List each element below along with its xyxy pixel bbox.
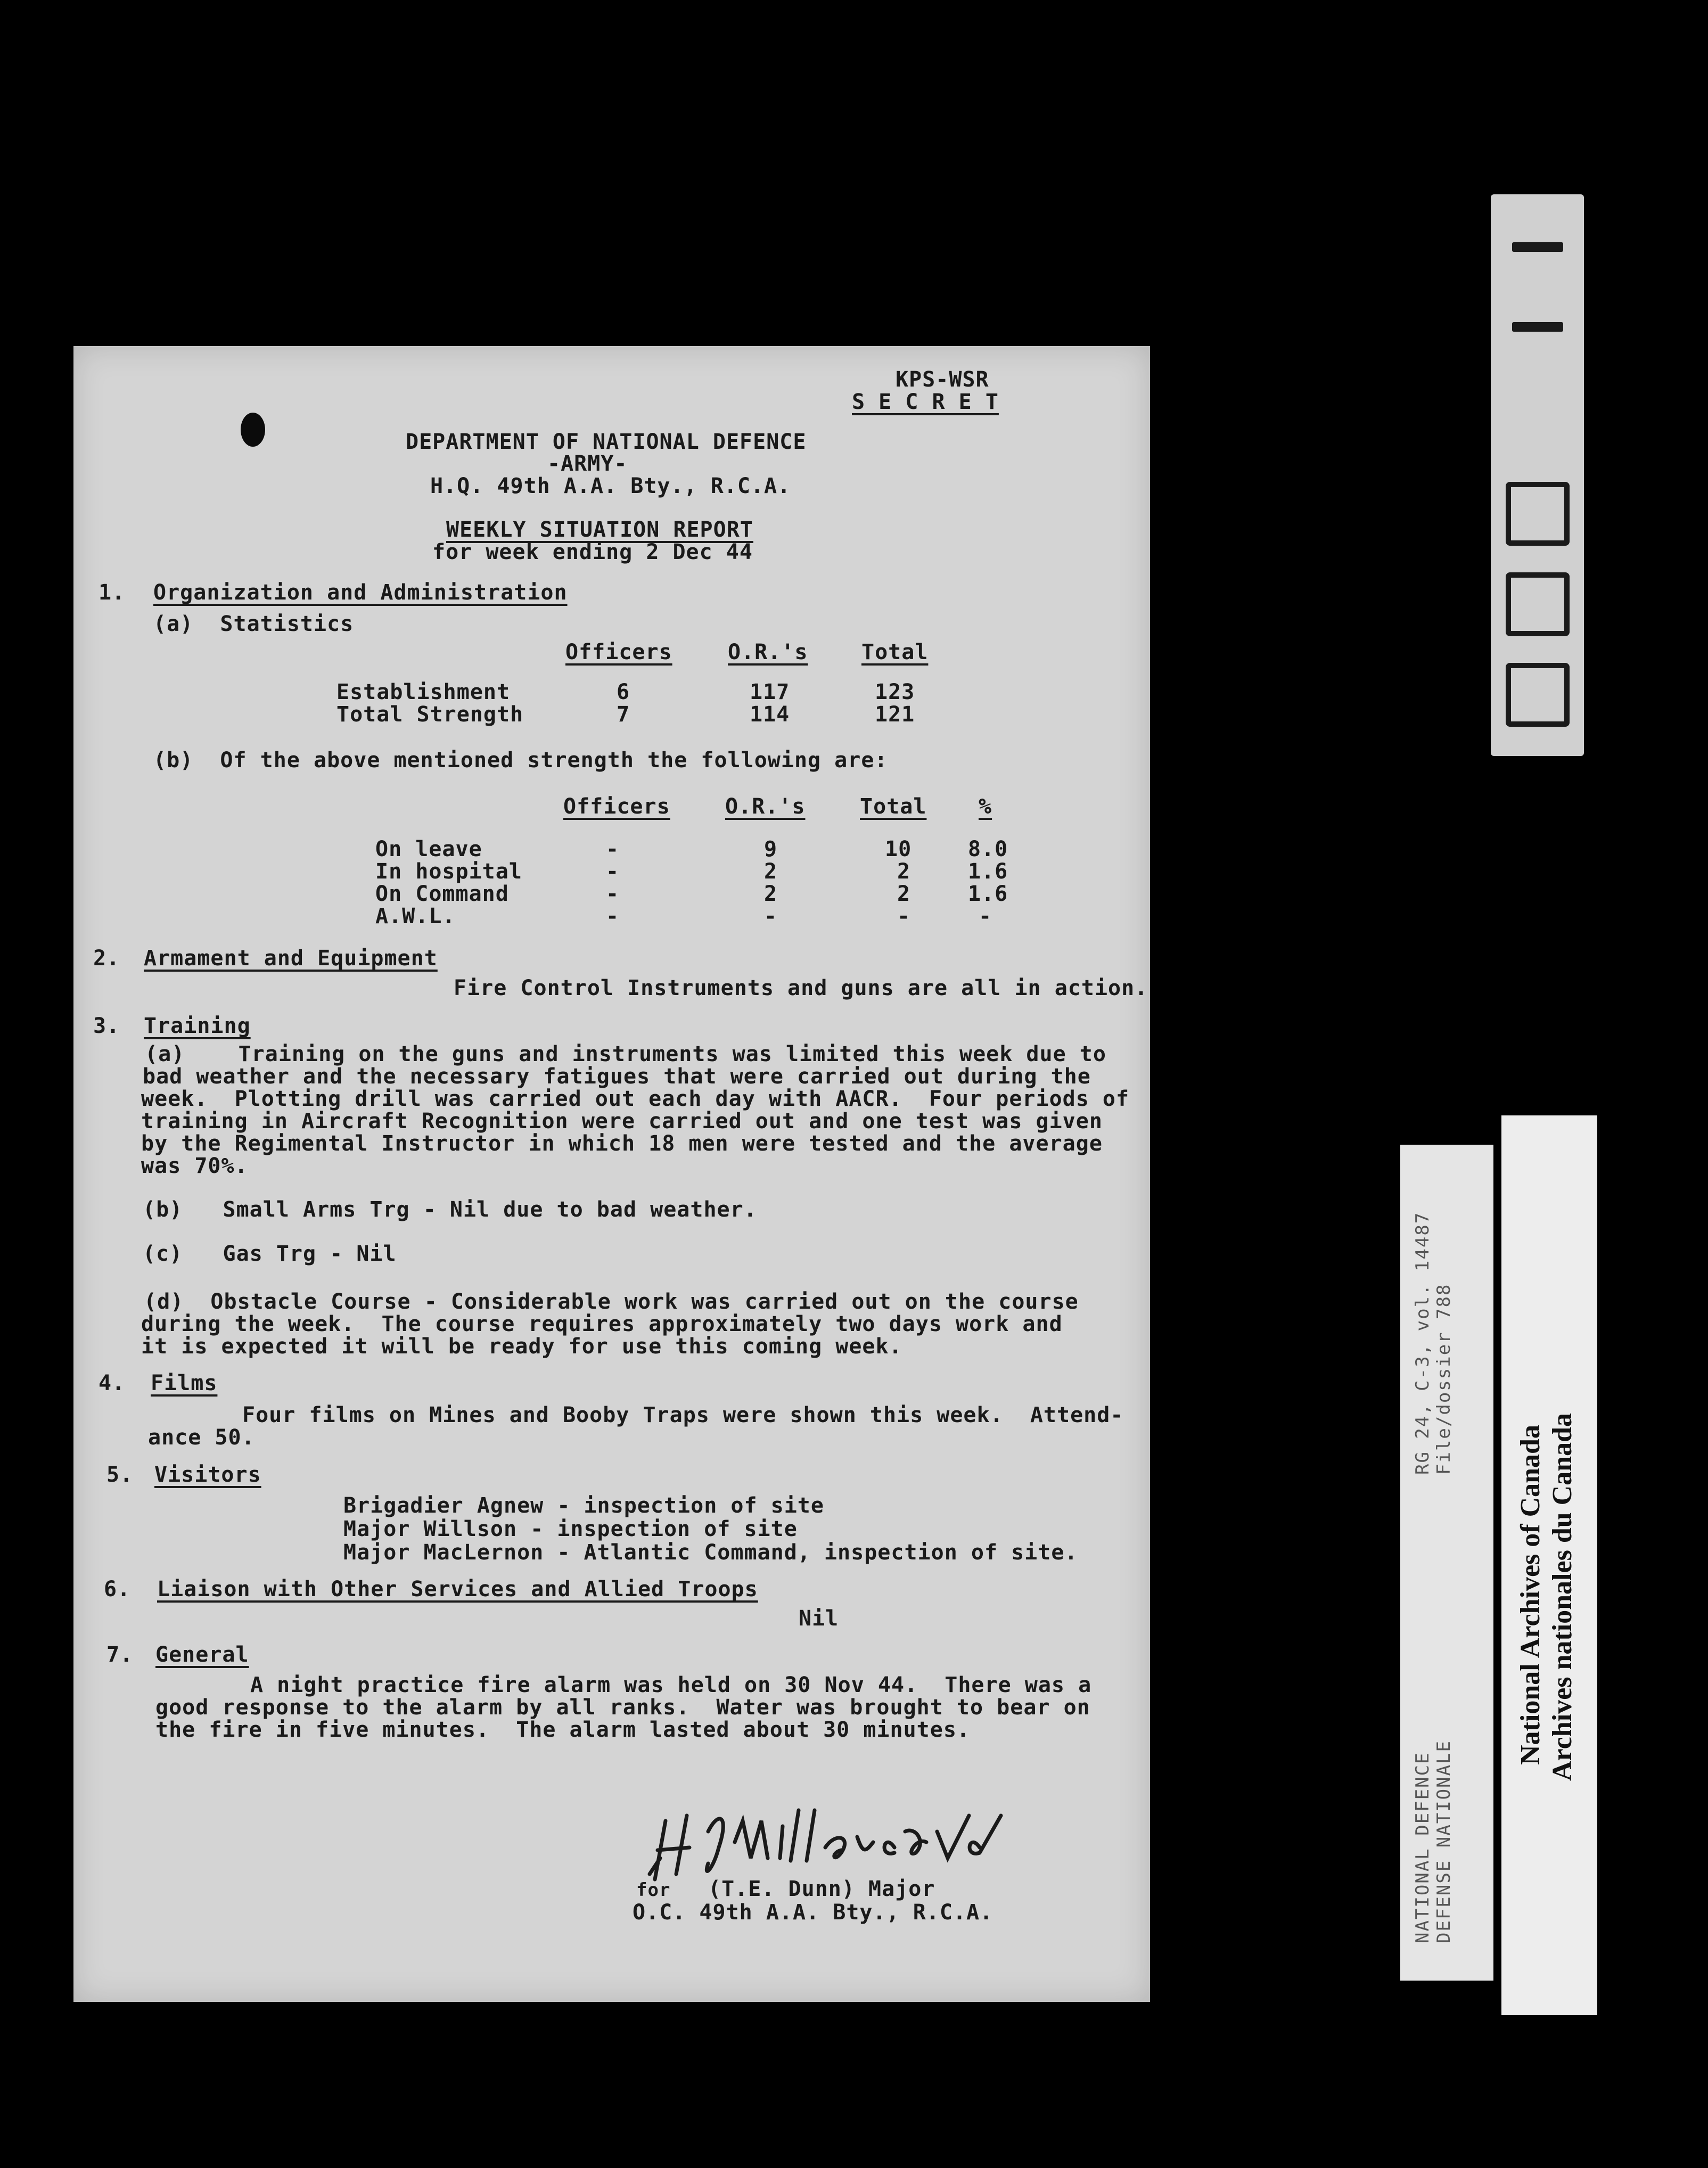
- section-number: 6.: [104, 1577, 131, 1602]
- frame-number-strip: [1491, 194, 1584, 756]
- cell: 114: [750, 702, 790, 727]
- frame-digit: [1506, 663, 1570, 727]
- paragraph-line: the fire in five minutes. The alarm lasted about 30 minutes.: [155, 1718, 971, 1742]
- section-number: 4.: [98, 1371, 126, 1395]
- department: DEPARTMENT OF NATIONAL DEFENCE: [406, 430, 807, 454]
- frame-digit: [1512, 242, 1563, 252]
- section-number: 7.: [106, 1643, 134, 1667]
- row-label: Establishment: [336, 680, 511, 704]
- col-header: O.R.'s: [728, 640, 808, 664]
- punch-hole: [241, 413, 265, 447]
- section-heading: Visitors: [154, 1463, 261, 1487]
- cell: -: [606, 904, 620, 929]
- archive-dept-line: DEFENSE NATIONALE: [1433, 1740, 1455, 1943]
- section-text: Nil: [799, 1606, 839, 1631]
- cell: 2: [897, 859, 911, 884]
- paragraph-line: (d) Obstacle Course - Considerable work was carried out on the course: [144, 1290, 1079, 1314]
- section-number: 5.: [106, 1463, 134, 1487]
- row-label: A.W.L.: [375, 904, 456, 929]
- section-text: Fire Control Instruments and guns are all in action.: [454, 976, 1148, 1000]
- subsection-a: (a) Statistics: [153, 612, 354, 636]
- paragraph-line: bad weather and the necessary fatigues that were carried out during the: [143, 1064, 1091, 1089]
- paragraph-line: (a) Training on the guns and instruments was limited this week due to: [145, 1042, 1106, 1066]
- classification: S E C R E T: [852, 390, 999, 414]
- paragraph-line: during the week. The course requires approximately two days work and: [141, 1312, 1063, 1336]
- visitor-line: Major MacLernon - Atlantic Command, inspection of site.: [343, 1540, 1078, 1565]
- archive-ref-line: File/dossier 788: [1433, 1283, 1455, 1475]
- unit: H.Q. 49th A.A. Bty., R.C.A.: [430, 474, 791, 498]
- cell: 2: [764, 859, 778, 884]
- col-header: Officers: [565, 640, 672, 664]
- report-period: for week ending 2 Dec 44: [432, 540, 753, 564]
- section-heading: Liaison with Other Services and Allied Troops: [157, 1577, 758, 1602]
- reference-code: KPS-WSR: [896, 367, 989, 392]
- cell: 9: [764, 837, 778, 861]
- archives-name-fr: Archives nationales du Canada: [1547, 1413, 1578, 1781]
- cell: 2: [764, 882, 778, 906]
- cell: -: [606, 882, 620, 906]
- frame-digit: [1512, 322, 1563, 332]
- col-header: %: [979, 794, 992, 819]
- paragraph-line: A night practice fire alarm was held on 30 Nov 44. There was a: [250, 1673, 1092, 1697]
- cell: 1.6: [968, 859, 1008, 884]
- cell: 6: [617, 680, 630, 704]
- row-label: On leave: [375, 837, 482, 861]
- paragraph-line: ance 50.: [148, 1425, 255, 1450]
- service: -ARMY-: [547, 451, 628, 476]
- visitor-line: Major Willson - inspection of site: [343, 1517, 798, 1541]
- frame-digit: [1506, 572, 1570, 636]
- section-heading: Films: [151, 1371, 218, 1395]
- training-c: (c) Gas Trg - Nil: [143, 1242, 397, 1266]
- section-number: 3.: [93, 1014, 120, 1038]
- section-number: 1.: [98, 580, 126, 605]
- paragraph-line: training in Aircraft Recognition were carried out and one test was given: [141, 1109, 1103, 1134]
- paragraph-line: good response to the alarm by all ranks. Water was brought to bear on: [155, 1695, 1090, 1720]
- cell: 1.6: [968, 882, 1008, 906]
- paragraph-line: Four films on Mines and Booby Traps were shown this week. Attend-: [242, 1403, 1124, 1427]
- archive-dept-line: NATIONAL DEFENCE: [1412, 1752, 1433, 1943]
- section-heading: Training: [144, 1014, 251, 1038]
- section-heading: General: [155, 1643, 249, 1667]
- section-number: 2.: [93, 946, 120, 971]
- row-label: Total Strength: [336, 702, 524, 727]
- frame-digit: [1506, 482, 1570, 546]
- archive-reference-label: [1400, 1145, 1493, 1981]
- cell: -: [979, 904, 992, 929]
- cell: -: [606, 859, 620, 884]
- row-label: On Command: [375, 882, 509, 906]
- paragraph-line: was 70%.: [141, 1154, 248, 1178]
- cell: -: [764, 904, 778, 929]
- section-heading: Armament and Equipment: [144, 946, 438, 971]
- cell: 10: [885, 837, 912, 861]
- cell: 7: [617, 702, 630, 727]
- subsection-b: (b) Of the above mentioned strength the following are:: [153, 748, 888, 773]
- col-header: Total: [860, 794, 927, 819]
- archives-canada-label: [1501, 1115, 1597, 2015]
- paragraph-line: it is expected it will be ready for use this coming week.: [141, 1334, 902, 1359]
- cell: 2: [897, 882, 911, 906]
- col-header: O.R.'s: [725, 794, 806, 819]
- col-header: Officers: [563, 794, 670, 819]
- visitor-line: Brigadier Agnew - inspection of site: [343, 1493, 824, 1518]
- cell: 121: [875, 702, 915, 727]
- signatory-name: (T.E. Dunn) Major: [708, 1877, 935, 1901]
- report-title: WEEKLY SITUATION REPORT: [446, 518, 753, 542]
- signatory-title: O.C. 49th A.A. Bty., R.C.A.: [633, 1900, 993, 1925]
- paragraph-line: week. Plotting drill was carried out each day with AACR. Four periods of: [141, 1087, 1130, 1111]
- cell: -: [897, 904, 911, 929]
- cell: -: [606, 837, 620, 861]
- cell: 117: [750, 680, 790, 704]
- training-b: (b) Small Arms Trg - Nil due to bad weather.: [143, 1197, 757, 1222]
- archive-ref-line: RG 24, C-3, vol. 14487: [1412, 1211, 1433, 1475]
- signature-prefix: for: [636, 1879, 671, 1901]
- row-label: In hospital: [375, 859, 522, 884]
- col-header: Total: [861, 640, 929, 664]
- archives-name-en: National Archives of Canada: [1515, 1425, 1546, 1765]
- paragraph-line: by the Regimental Instructor in which 18 men were tested and the average: [141, 1131, 1103, 1156]
- cell: 8.0: [968, 837, 1008, 861]
- section-heading: Organization and Administration: [153, 580, 568, 605]
- cell: 123: [875, 680, 915, 704]
